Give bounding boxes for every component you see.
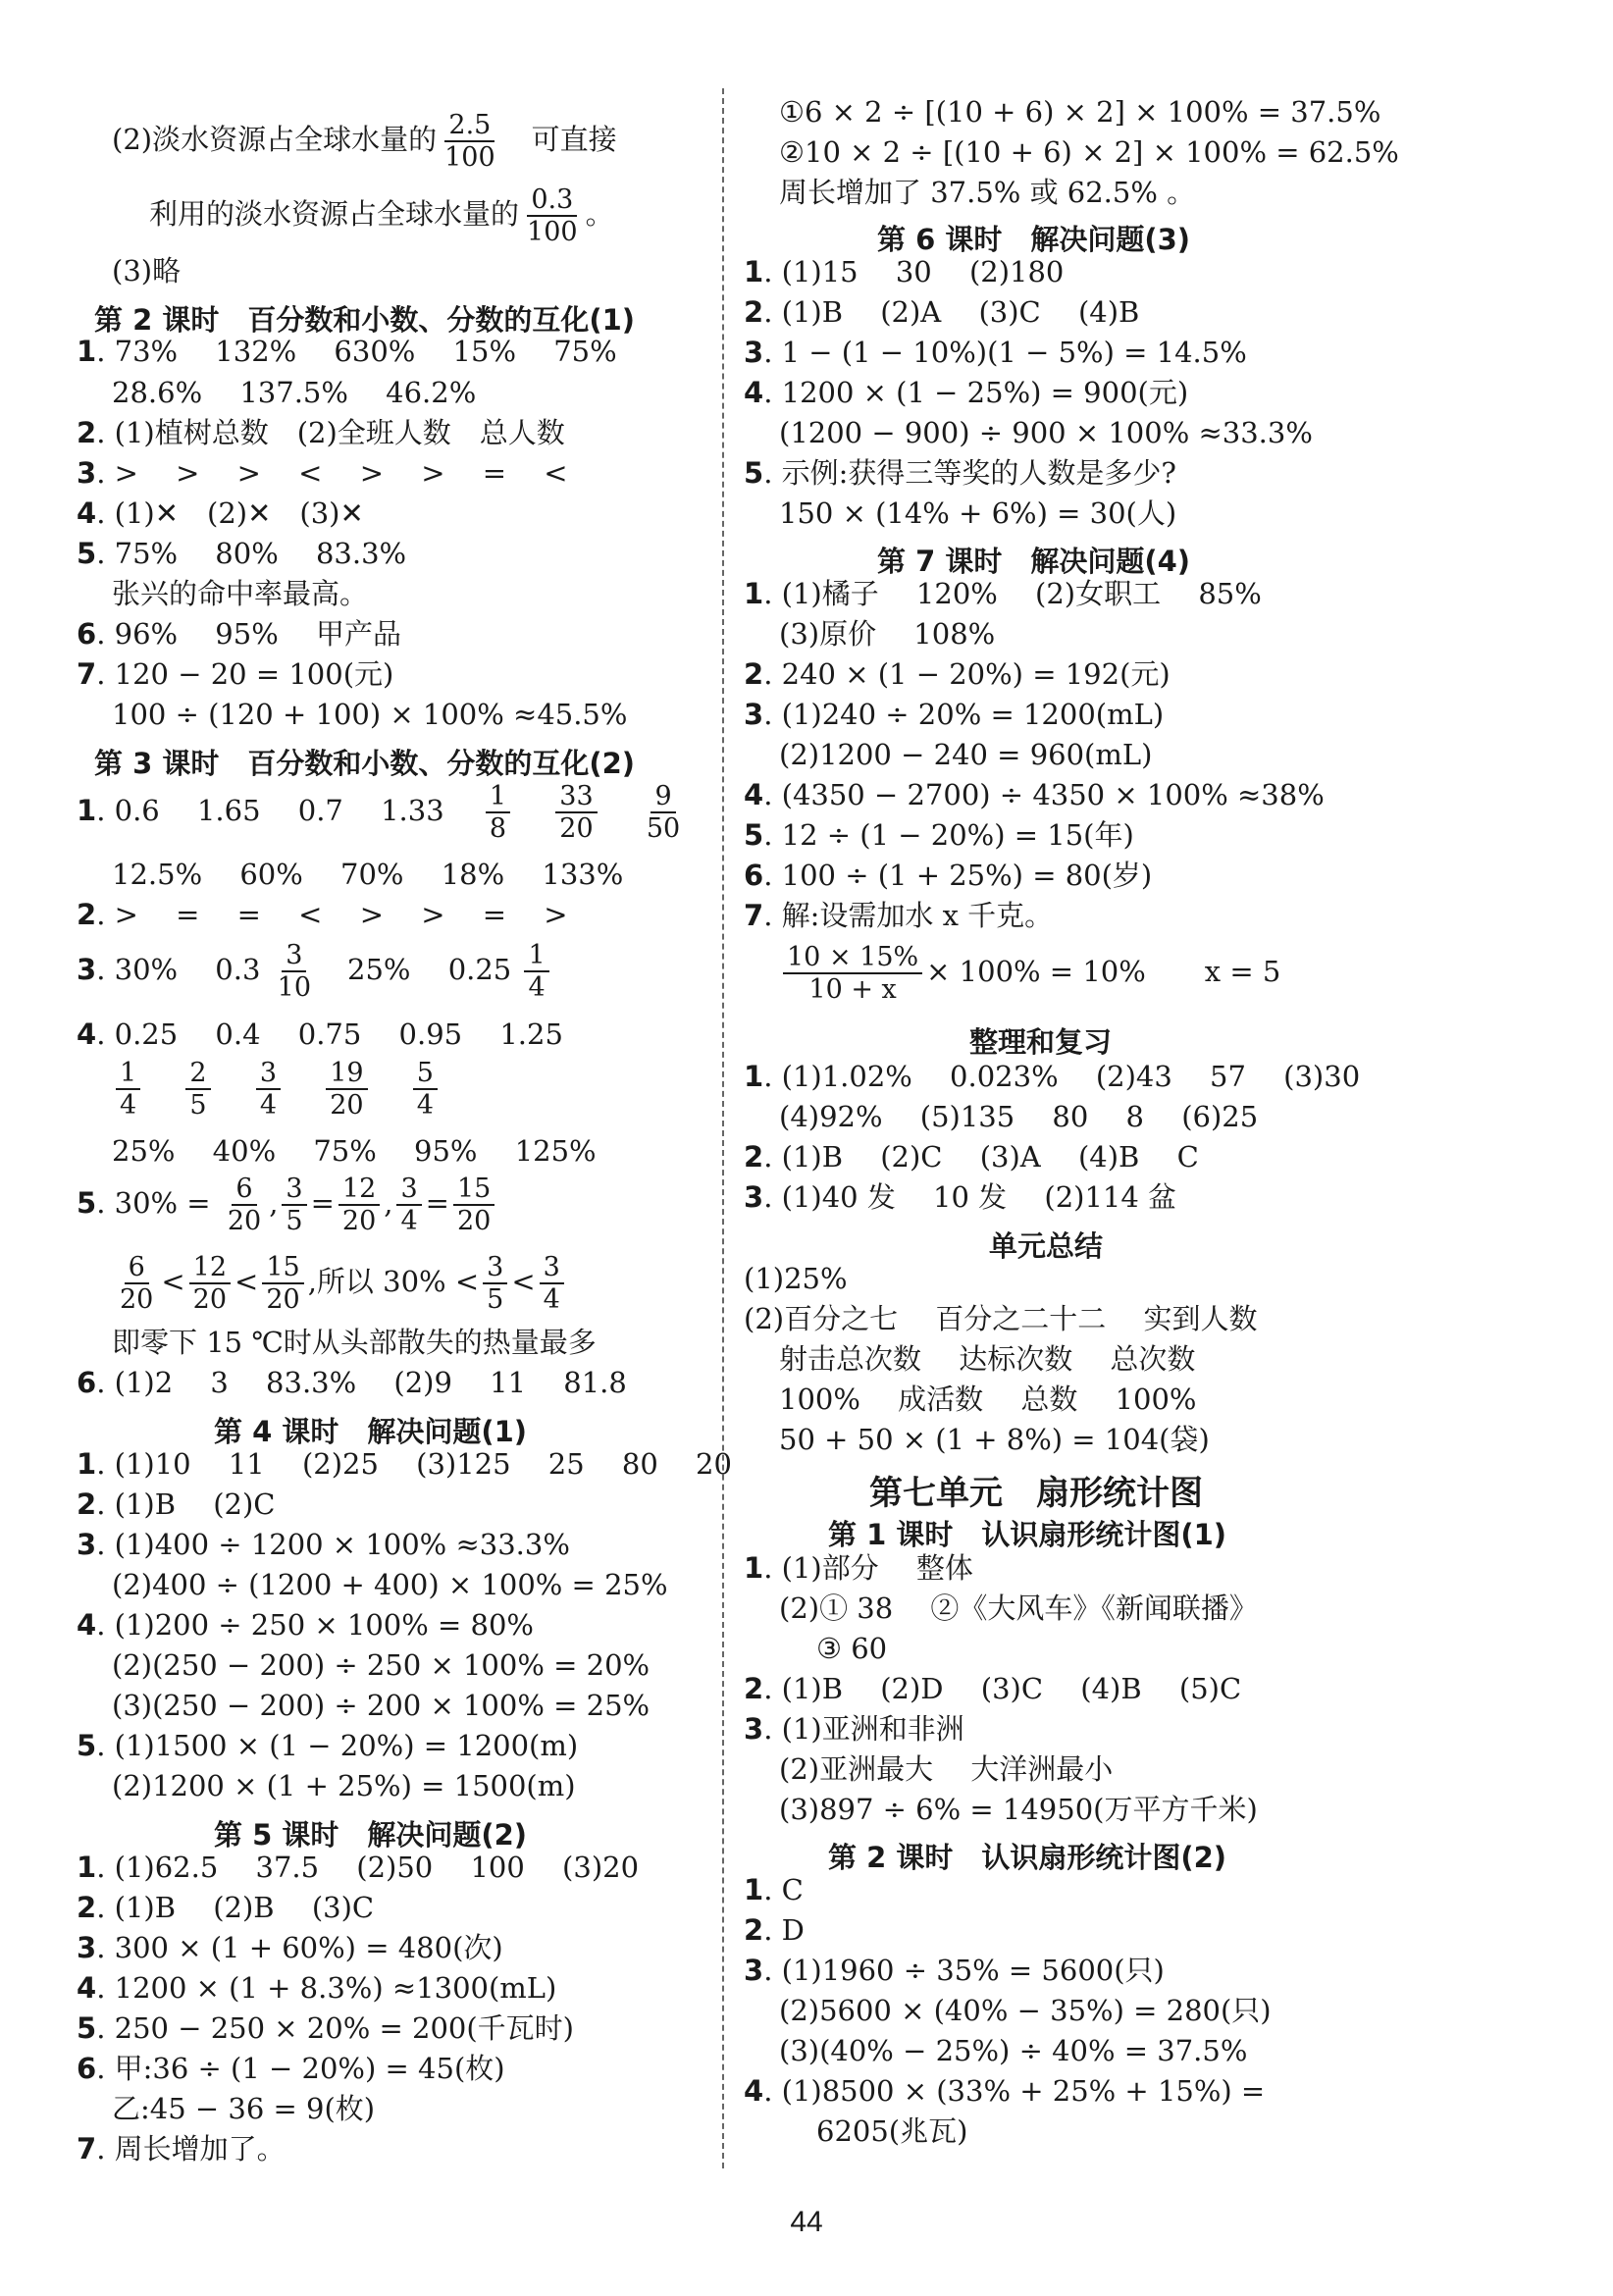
answer-line: 7. 周长增加了。 <box>77 2132 286 2166</box>
answer-line: 3. > > > < > > = < <box>77 456 568 490</box>
answer-line: 5. 75% 80% 83.3% <box>77 537 407 570</box>
lesson-heading: 第 4 课时 解决问题(1) <box>214 1415 528 1448</box>
answer-line: 4. (1)✕ (2)✕ (3)✕ <box>77 496 364 530</box>
answer-line: 周长增加了 37.5% 或 62.5% 。 <box>779 176 1196 209</box>
fraction: $\frac{1}{4}$ <box>116 1058 140 1121</box>
answer-line: (2)亚洲最大 大洋洲最小 <box>779 1752 1114 1786</box>
answer-line: 即零下 15 ℃时从头部散失的热量最多 <box>112 1326 597 1359</box>
answer-line: 2. (1)B (2)C (3)A (4)B C <box>744 1140 1199 1174</box>
lesson-heading: 第 1 课时 认识扇形统计图(1) <box>828 1518 1227 1551</box>
fraction: $\frac{12}{20}$ <box>338 1174 380 1236</box>
answer-line: 1. 0.6 1.65 0.7 1.33 $\frac{1}{8}$ $\frac{33}{20}$ $\frac{9}{50}$ <box>77 781 688 844</box>
answer-line: 2. (1)B (2)D (3)C (4)B (5)C <box>744 1672 1242 1705</box>
lesson-heading: 第 7 课时 解决问题(4) <box>877 545 1191 578</box>
answer-line: 1. C <box>744 1873 804 1906</box>
answer-line: 4. 1200 × (1 − 25%) = 900(元) <box>744 376 1189 409</box>
answer-line: (2)5600 × (40% − 35%) = 280(只) <box>779 1994 1272 2027</box>
answer-line: 3. (1)400 ÷ 1200 × 100% ≈33.3% <box>77 1528 570 1561</box>
fraction: $\frac{2.5}{100}$ <box>444 110 495 174</box>
answer-line: (2)淡水资源占全球水量的 $\frac{2.5}{100}$ 可直接 <box>112 110 617 174</box>
answer-line: 28.6% 137.5% 46.2% <box>112 376 477 409</box>
answer-line: 7. 解:设需加水 x 千克。 <box>744 899 1054 932</box>
answer-line: 3. (1)40 发 10 发 (2)114 盆 <box>744 1180 1177 1214</box>
lesson-heading: 第 2 课时 百分数和小数、分数的互化(1) <box>94 303 636 337</box>
answer-line: 2. D <box>744 1913 805 1947</box>
answer-line: 25% 40% 75% 95% 125% <box>112 1134 597 1168</box>
answer-line: 5. 30% = $\frac{6}{20}$ , $\frac{3}{5}$ = $\frac{12}{20}$ , $\frac{3}{4}$ = $\frac{15}{20}$ <box>77 1174 498 1236</box>
answer-line: 2. (1)B (2)A (3)C (4)B <box>744 295 1140 329</box>
fraction: $\frac{1}{8}$ <box>486 781 510 844</box>
fraction: $\frac{3}{4}$ <box>396 1174 421 1236</box>
answer-line: 2. 240 × (1 − 20%) = 192(元) <box>744 657 1171 691</box>
answer-line: ③ 60 <box>816 1632 888 1665</box>
right-column <box>744 0 1399 2208</box>
equation-line: $\frac{10 \times 15\%}{10 + x}$ × 100% = 10% x = 5 <box>779 942 1280 1005</box>
answer-line: (3)(250 − 200) ÷ 200 × 100% = 25% <box>112 1689 650 1722</box>
answer-line: 2. (1)植树总数 (2)全班人数 总人数 <box>77 416 565 449</box>
answer-line: 1. 73% 132% 630% 15% 75% <box>77 335 617 368</box>
answer-line: (3)略 <box>112 254 182 287</box>
fraction: $\frac{3}{4}$ <box>256 1058 281 1121</box>
answer-line: 1. (1)1.02% 0.023% (2)43 57 (3)30 <box>744 1060 1361 1093</box>
lesson-heading: 第 5 课时 解决问题(2) <box>214 1818 528 1852</box>
fraction: $\frac{12}{20}$ <box>189 1252 231 1315</box>
answer-line: (2)400 ÷ (1200 + 400) × 100% = 25% <box>112 1568 668 1601</box>
answer-line: 5. (1)1500 × (1 − 20%) = 1200(m) <box>77 1729 579 1762</box>
fraction: $\frac{0.3}{100}$ <box>527 184 578 248</box>
fraction: $\frac{9}{50}$ <box>646 781 681 845</box>
answer-line: 2. > = = < > > = > <box>77 898 568 931</box>
answer-line: (2)(250 − 200) ÷ 250 × 100% = 20% <box>112 1648 650 1682</box>
answer-line: (3)(40% − 25%) ÷ 40% = 37.5% <box>779 2034 1248 2067</box>
answer-line: 50 + 50 × (1 + 8%) = 104(袋) <box>779 1423 1210 1456</box>
fraction: $\frac{6}{20}$ <box>120 1252 154 1316</box>
answer-line: 4. (1)8500 × (33% + 25% + 15%) = <box>744 2074 1266 2108</box>
answer-line: 5. 12 ÷ (1 − 20%) = 15(年) <box>744 818 1134 852</box>
answer-line: 4. 0.25 0.4 0.75 0.95 1.25 <box>77 1018 563 1051</box>
answer-line: 12.5% 60% 70% 18% 133% <box>112 858 624 891</box>
answer-line: 6. 甲:36 ÷ (1 − 20%) = 45(枚) <box>77 2052 505 2085</box>
answer-line: (2)1200 − 240 = 960(mL) <box>779 738 1153 771</box>
fraction: $\frac{10 \times 15\%}{10 + x}$ <box>783 942 922 1005</box>
answer-line: 4. 1200 × (1 + 8.3%) ≈1300(mL) <box>77 1971 557 2005</box>
answer-line: (3)原价 108% <box>779 617 996 651</box>
answer-line: 6205(兆瓦) <box>816 2114 968 2148</box>
fraction: $\frac{3}{5}$ <box>282 1174 306 1236</box>
fraction: $\frac{6}{20}$ <box>227 1174 262 1237</box>
answer-line: (4)92% (5)135 80 8 (6)25 <box>779 1100 1259 1133</box>
answer-line: $\frac{6}{20}$ < $\frac{12}{20}$ < $\frac{15}{20}$ ,所以 30% < $\frac{3}{5}$ < $\frac{3}{4}$ <box>112 1252 568 1315</box>
fraction: $\frac{5}{4}$ <box>413 1058 438 1121</box>
section-heading: 单元总结 <box>989 1229 1104 1263</box>
answer-line: (2)百分之七 百分之二十二 实到人数 <box>744 1302 1258 1335</box>
fraction: $\frac{3}{4}$ <box>540 1252 564 1315</box>
answer-line: 射击总次数 达标次数 总次数 <box>779 1342 1196 1376</box>
answer-line: (1)25% <box>744 1262 848 1295</box>
page-number: 44 <box>790 2206 823 2238</box>
answer-line: (2)① 38 ②《大风车》《新闻联播》 <box>779 1592 1258 1625</box>
answer-line: ①6 × 2 ÷ [(10 + 6) × 2] × 100% = 37.5% <box>779 95 1381 129</box>
answer-line: 1. (1)15 30 (2)180 <box>744 255 1065 288</box>
lesson-heading: 第 6 课时 解决问题(3) <box>877 223 1191 256</box>
answer-line: (3)897 ÷ 6% = 14950(万平方千米) <box>779 1793 1258 1826</box>
answer-line: 利用的淡水资源占全球水量的 $\frac{0.3}{100}$ 。 <box>149 184 614 248</box>
column-divider <box>722 88 724 2168</box>
answer-line: 7. 120 − 20 = 100(元) <box>77 657 394 691</box>
left-column <box>77 0 732 2208</box>
answer-line: 3. (1)亚洲和非洲 <box>744 1712 964 1746</box>
answer-line: ②10 × 2 ÷ [(10 + 6) × 2] × 100% = 62.5% <box>779 135 1399 169</box>
answer-line: 4. (1)200 ÷ 250 × 100% = 80% <box>77 1608 534 1642</box>
lesson-heading: 第 3 课时 百分数和小数、分数的互化(2) <box>94 747 636 780</box>
answer-line: 张兴的命中率最高。 <box>112 577 369 610</box>
answer-line: 1. (1)部分 整体 <box>744 1551 973 1585</box>
answer-line: 1. (1)62.5 37.5 (2)50 100 (3)20 <box>77 1851 640 1884</box>
answer-line: 150 × (14% + 6%) = 30(人) <box>779 496 1177 530</box>
answer-line: 3. (1)240 ÷ 20% = 1200(mL) <box>744 698 1165 731</box>
answer-line: 6. 96% 95% 甲产品 <box>77 617 401 651</box>
answer-line: 6. 100 ÷ (1 + 25%) = 80(岁) <box>744 859 1153 892</box>
answer-line: 3. 1 − (1 − 10%)(1 − 5%) = 14.5% <box>744 336 1247 369</box>
fraction: $\frac{3}{10}$ <box>277 940 311 1004</box>
fraction: $\frac{2}{5}$ <box>185 1058 210 1121</box>
answer-line: 5. 示例:获得三等奖的人数是多少? <box>744 456 1176 490</box>
answer-line: 6. (1)2 3 83.3% (2)9 11 81.8 <box>77 1366 627 1399</box>
fraction: $\frac{33}{20}$ <box>555 781 597 844</box>
answer-line: 5. 250 − 250 × 20% = 200(千瓦时) <box>77 2011 574 2045</box>
answer-line: 2. (1)B (2)C <box>77 1487 276 1521</box>
answer-line: 3. (1)1960 ÷ 35% = 5600(只) <box>744 1954 1165 1987</box>
answer-line: 乙:45 − 36 = 9(枚) <box>112 2092 376 2125</box>
fraction-row <box>112 1058 442 1121</box>
answer-line: 2. (1)B (2)B (3)C <box>77 1891 375 1924</box>
answer-line: 4. (4350 − 2700) ÷ 4350 × 100% ≈38% <box>744 778 1325 811</box>
fraction: $\frac{1}{4}$ <box>524 940 548 1003</box>
lesson-heading: 第 2 课时 认识扇形统计图(2) <box>828 1841 1227 1874</box>
fraction: $\frac{19}{20}$ <box>326 1058 367 1121</box>
answer-line: (1200 − 900) ÷ 900 × 100% ≈33.3% <box>779 416 1313 449</box>
section-heading: 整理和复习 <box>969 1025 1113 1059</box>
unit-heading: 第七单元 扇形统计图 <box>869 1474 1203 1513</box>
answer-line: 100 ÷ (120 + 100) × 100% ≈45.5% <box>112 698 628 731</box>
answer-line: 1. (1)橘子 120% (2)女职工 85% <box>744 577 1262 610</box>
answer-line: 3. 30% 0.3 $\frac{3}{10}$ 25% 0.25 $\frac{1}{4}$ <box>77 940 553 1003</box>
answer-line: 1. (1)10 11 (2)25 (3)125 25 80 20 <box>77 1447 732 1481</box>
fraction: $\frac{3}{5}$ <box>483 1252 507 1315</box>
answer-line: 3. 300 × (1 + 60%) = 480(次) <box>77 1931 503 1964</box>
answer-line: 100% 成活数 总数 100% <box>779 1383 1197 1416</box>
fraction: $\frac{15}{20}$ <box>453 1174 494 1236</box>
answer-line: (2)1200 × (1 + 25%) = 1500(m) <box>112 1769 576 1802</box>
fraction: $\frac{15}{20}$ <box>262 1252 303 1315</box>
